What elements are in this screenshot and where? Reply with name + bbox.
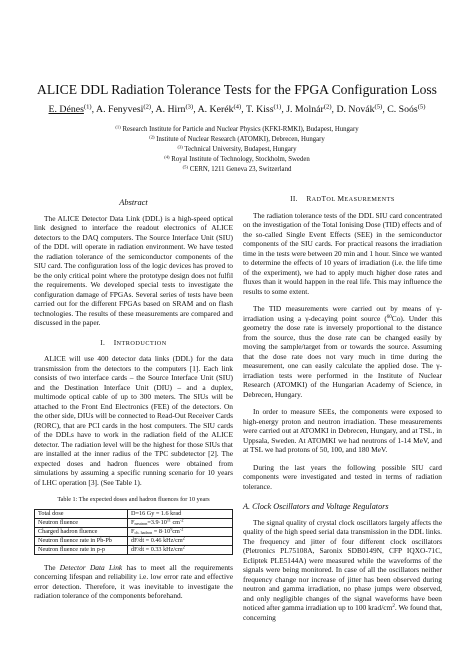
author-name: T. Kiss <box>245 104 274 115</box>
table-cell: Neutron fluence rate in p-p <box>35 545 128 554</box>
intro-paragraph: The Detector Data Link has to meet all the requirements concerning lifespan and reliability i.e. low error rate and effective error detection. Therefore, it was inevitable to investigate the radiation tolerance of the components beforehand. <box>34 562 233 600</box>
affiliation: $^{(4)}$ Royal Institute of Technology, Stockholm, Sweden <box>164 154 310 163</box>
table-row <box>35 527 233 536</box>
table-cell: dF/dt = 0.33 kHz/$cm^2$ <box>128 545 233 554</box>
affiliation: $^{(2)}$ Institute of Nuclear Research (ATOMKI), Debrecen, Hungary <box>149 134 325 143</box>
doses-table <box>34 509 233 555</box>
table-row <box>35 509 233 518</box>
paper-title: ALICE DDL Radiation Tolerance Tests for the FPGA Configuration Loss <box>37 82 437 97</box>
affiliation: $^{(1)}$ Research Institute for Particle and Nuclear Physics (KFKI-RMKI), Budapest, Hungary <box>115 124 359 133</box>
author-name: C. Soós <box>387 104 418 115</box>
author-name: A. Hirn <box>155 104 186 115</box>
body-paragraph: The signal quality of crystal clock oscillators largely affects the quality of the high speed serial data transmission in the DDL links. The frequency and jitter of four different clock oscillators (Pletronics PL75108A, Saronix SDB0149N, CFP IQXO-71C, Ecliptek PLE5144A) were measured while the waveforms of the signals were being monitored. In case of all the oscillators neither frequency change nor increase of jitter has been observed during neutron and gamma irradiation, no phase jumps were observed, and only negligible changes of the signal waveforms have been noticed after gamma irradiation up to 100 krad/$cm^2$. We found that, concerning <box>243 517 443 622</box>
section-heading-radtol: II. RADTOL MEASUREMENTS <box>290 194 395 203</box>
table-cell: Neutron fluence rate in Pb-Pb <box>35 536 128 545</box>
author-name: D. Novák <box>336 104 375 115</box>
author-name: E. Dénes <box>48 104 84 115</box>
body-paragraph: The radiation tolerance tests of the DDL SIU card concentrated on the investigation of the Total Ionising Dose (TID) effects and of the so-called Single Event Effects (SEE) in the semiconductor components of the SIU cards. For practical reasons the irradiation time in the tests were between 20 min and 1 hour. Since we wanted to determine the effects of 10 years of irradiation (i.e. the life time of the experiment), we had to apply much higher dose rates and fluxes than it would happen in the real life. This may influence the results to some extent. <box>243 210 442 296</box>
table-cell: $F_{neutron}=3.9\cdot 10^{11}$ $cm^{-2}$ <box>128 518 233 527</box>
table-row <box>35 536 233 545</box>
affiliation-list <box>0 125 474 175</box>
author: D. Novák$^{(5)}$, <box>336 103 388 115</box>
author: J. Molnár$^{(2)}$, <box>286 103 337 115</box>
table-cell: Total dose <box>35 509 128 518</box>
author: A. Fenyvesi$^{(2)}$, <box>96 103 156 115</box>
table-cell: $F_{ch. hadron} = 8\cdot 10^9cm^{-2}$ <box>128 527 233 536</box>
author-name: A. Kerék <box>197 104 234 115</box>
table-cell: Neutron fluence <box>35 518 128 527</box>
table-cell: Charged hadron fluence <box>35 527 128 536</box>
table-row <box>35 545 233 554</box>
author: T. Kiss$^{(1)}$, <box>245 103 287 115</box>
affiliation: $^{(5)}$ CERN, 1211 Geneva 23, Switzerland <box>182 164 292 173</box>
affiliation: $^{(3)}$ Technical University, Budapest, Hungary <box>177 144 297 153</box>
author: A. Kerék$^{(4)}$, <box>197 103 246 115</box>
table-row <box>35 518 233 527</box>
author-name: J. Molnár <box>286 104 324 115</box>
author-list <box>0 104 474 115</box>
author: E. Dénes$^{(1)}$, <box>48 103 97 115</box>
table-cell: D=16 Gy = 1.6 krad <box>128 509 233 518</box>
abstract-text: The ALICE Detector Data Link (DDL) is a high-speed optical link designed to interface the readout electronics of ALICE detectors to the DAQ computers. The Source Interface Unit (SIU) of the DDL will operate in radiation environment. We have tested the radiation tolerance of the semiconductor components of the SIU card. The configuration loss of the logic devices has proved to be the only critical point where the prototype design does not fulfil the requirements. We developed special tests to investigate the configuration damage of FPGAs. Several series of tests have been carried out for the different FPGAs based on SRAM and on flash technologies. The results of these measurements are compared and discussed in the paper. <box>34 213 233 327</box>
body-paragraph: The TID measurements were carried out by means of γ-irradiation using a γ-decaying point source ($^{60}$Co). Under this geometry the dose rate is inversely proportional to the distance from the source, thus the dose rate can be changed easily by moving the sample/target from or towards the source. Assuming that the dose rate does not vary much in time during the measurement, one can easily calculate the applied dose. The γ-irradiation tests were performed in the Institute of Nuclear Research (ATOMKI) of the Hungarian Academy of Science, in Debrecen, Hungary. <box>243 304 442 399</box>
table-cell: dF/dt = 0.46 kHz/$cm^2$ <box>128 536 233 545</box>
right-column <box>243 194 442 622</box>
subsection-heading: A. Clock Oscillators and Voltage Regulators <box>243 502 389 511</box>
body-paragraph: In order to measure SEEs, the components were exposed to high-energy proton and neutron irradiation. These measurements were carried out at ATOMKI in Debrecen, Hungary, and at TSL, in Uppsala, Sweden. At ATOMKI we had neutrons of 1-14 MeV, and at TSL we had protons of 50, 100, and 180 MeV. <box>243 407 442 454</box>
left-column <box>34 194 233 601</box>
intro-paragraph: ALICE will use 400 detector data links (DDL) for the data transmission from the detectors to the computers [1]. Each link consists of two interface cards – the Source Interface Unit (SIU) and the Destination Interface Unit (DIU) – and a duplex, multimode optical cable of up to 300 meters. The SIUs will be attached to the Front End Electronics (FEE) of the detectors. On the other side, DIUs will be connected to Read-Out Receiver Cards (RORC), that are PCI cards in the host computers. The SIU cards of the DDLs have to work in the radiation field of the ALICE detector. The radiation level will be the highest for those SIUs that are installed at the inner radius of the TPC subdetector [2]. The expected doses and hadron fluences were obtained from simulations by assuming a specific running scenario for 10 years of LHC operation [3]. (See Table 1). <box>34 354 233 487</box>
author: C. Soós$^{(5)}$ <box>387 103 426 115</box>
table-caption: Table 1: The expected doses and hadron fluences for 10 years <box>57 496 210 503</box>
section-heading-introduction: I. INTRODUCTION <box>100 337 167 347</box>
body-paragraph: During the last years the following possible SIU card components were investigated and tested in terms of radiation tolerance. <box>243 462 442 491</box>
author-name: A. Fenyvesi <box>96 104 144 115</box>
abstract-heading: Abstract <box>119 198 148 207</box>
author: A. Hirn$^{(3)}$, <box>155 103 198 115</box>
